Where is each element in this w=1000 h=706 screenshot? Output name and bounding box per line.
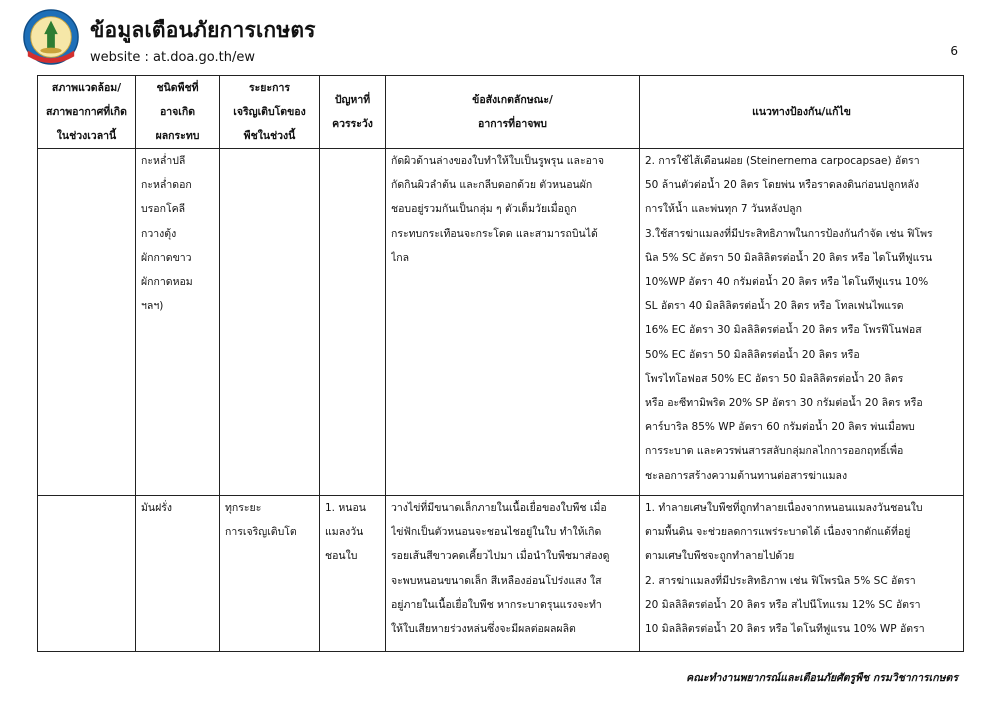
header-line: ปัญหาที่ bbox=[334, 94, 371, 106]
cell-line: 10%WP อัตรา 40 กรัมต่อน้ำ 20 ลิตร หรือ ไดโนทีฟูแรน 10% bbox=[645, 276, 929, 289]
header-line: สภาพแวดล้อม/ bbox=[51, 82, 122, 94]
cell-crops bbox=[136, 496, 220, 652]
header-line: อาจเกิด bbox=[159, 106, 196, 118]
table-row bbox=[38, 149, 964, 496]
cell-line: ฯลฯ) bbox=[141, 300, 164, 313]
header-crops bbox=[136, 76, 220, 149]
cell-line: หรือ อะซีทามิพริด 20% SP อัตรา 30 กรัมต่อน้ำ 20 ลิตร หรือ bbox=[645, 397, 923, 410]
cell-line: 1. ทำลายเศษใบพืชที่ถูกทำลายเนื่องจากหนอนแมลงวันชอนใบ bbox=[645, 502, 923, 514]
table-row bbox=[38, 496, 964, 652]
cell-line: รอยเส้นสีขาวคดเคี้ยวไปมา เมื่อนำใบพืชมาส่องดู bbox=[391, 550, 610, 563]
cell-line: ชะลอการสร้างความต้านทานต่อสารฆ่าแมลง bbox=[645, 469, 848, 482]
cell-line: 16% EC อัตรา 30 มิลลิลิตรต่อน้ำ 20 ลิตร หรือ โพรฟีโนฟอส bbox=[645, 324, 922, 337]
cell-line: การให้น้ำ และพ่นทุก 7 วันหลังปลูก bbox=[645, 203, 802, 216]
cell-line: นิล 5% SC อัตรา 50 มิลลิลิตรต่อน้ำ 20 ลิตร หรือ ไดโนทีฟูแรน bbox=[645, 251, 933, 264]
cell-line: บรอกโคลี bbox=[141, 203, 186, 216]
cell-line: 50 ล้านตัวต่อน้ำ 20 ลิตร โดยพ่น หรือราดลงดินก่อนปลูกหลัง bbox=[645, 179, 919, 192]
cell-line: 3.ใช้สารฆ่าแมลงที่มีประสิทธิภาพในการป้องกันกำจัด เช่น ฟิโพร bbox=[645, 227, 933, 240]
cell-line: ผักกาดหอม bbox=[141, 276, 193, 289]
cell-line: 2. สารฆ่าแมลงที่มีประสิทธิภาพ เช่น ฟิโพรนิล 5% SC อัตรา bbox=[645, 574, 916, 587]
cell-line: ทุกระยะ bbox=[225, 502, 262, 514]
cell-line: SL อัตรา 40 มิลลิลิตรต่อน้ำ 20 ลิตร หรือ โทลเฟนไพแรด bbox=[645, 300, 904, 313]
cell-symptoms bbox=[386, 149, 640, 496]
header-line: เจริญเติบโตของ bbox=[233, 106, 306, 118]
website-link[interactable]: website : at.doa.go.th/ew bbox=[90, 50, 255, 65]
cell-line: แมลงวัน bbox=[325, 526, 364, 539]
cell-environment bbox=[38, 496, 136, 652]
header-line: ชนิดพืชที่ bbox=[156, 82, 199, 94]
cell-prevention bbox=[640, 496, 964, 652]
cell-line: 2. การใช้ไส้เดือนฝอย (Steinernema carpocapsae) อัตรา bbox=[645, 155, 920, 167]
cell-line: ชอนใบ bbox=[325, 550, 358, 563]
cell-line: วางไข่ที่มีขนาดเล็กภายในเนื้อเยื่อของใบพืช เมื่อ bbox=[391, 502, 607, 514]
header-line: สภาพอากาศที่เกิด bbox=[46, 106, 127, 118]
header-line: แนวทางป้องกัน/แก้ไข bbox=[752, 106, 851, 118]
cell-line: มันฝรั่ง bbox=[141, 502, 173, 514]
cell-line: กัดกินผิวลำต้น และกลีบดอกด้วย ตัวหนอนผัก bbox=[391, 179, 593, 192]
cell-stage bbox=[220, 496, 320, 652]
header-line: อาการที่อาจพบ bbox=[478, 118, 547, 130]
cell-line: ไข่ฟักเป็นตัวหนอนจะชอนไชอยู่ในใบ ทำให้เกิด bbox=[391, 526, 602, 539]
cell-line: ตามพื้นดิน จะช่วยลดการแพร่ระบาดได้ เนื่องจากดักแด้ที่อยู่ bbox=[645, 526, 911, 539]
cell-line: ให้ใบเสียหายร่วงหล่นซึ่งจะมีผลต่อผลผลิต bbox=[391, 623, 576, 636]
cell-symptoms bbox=[386, 496, 640, 652]
cell-line: กวางตุ้ง bbox=[141, 227, 177, 240]
doa-logo bbox=[22, 8, 80, 66]
page-number: 6 bbox=[950, 44, 958, 58]
header-problem bbox=[320, 76, 386, 149]
cell-problem bbox=[320, 496, 386, 652]
cell-line: ผักกาดขาว bbox=[141, 251, 192, 264]
cell-line: อยู่ภายในเนื้อเยื่อใบพืช หากระบาดรุนแรงจะทำ bbox=[391, 598, 602, 611]
cell-crops bbox=[136, 149, 220, 496]
cell-line: ตามเศษใบพืชจะถูกทำลายไปด้วย bbox=[645, 550, 795, 563]
header-line: ในช่วงเวลานี้ bbox=[56, 130, 117, 142]
header-prevention bbox=[640, 76, 964, 149]
header-environment bbox=[38, 76, 136, 149]
header-line: ผลกระทบ bbox=[155, 130, 200, 142]
cell-line: กัดผิวด้านล่างของใบทำให้ใบเป็นรูพรุน และอาจ bbox=[391, 155, 604, 167]
cell-line: 50% EC อัตรา 50 มิลลิลิตรต่อน้ำ 20 ลิตร หรือ bbox=[645, 348, 860, 361]
cell-line: ไกล bbox=[391, 251, 410, 264]
header-line: ระยะการ bbox=[249, 82, 290, 94]
cell-line: กะหล่ำปลี bbox=[141, 155, 186, 167]
header-line: ควรระวัง bbox=[332, 118, 373, 130]
page-title: ข้อมูลเตือนภัยการเกษตร bbox=[90, 18, 316, 42]
cell-line: 10 มิลลิลิตรต่อน้ำ 20 ลิตร หรือ ไดโนทีฟูแรน 10% WP อัตรา bbox=[645, 623, 925, 636]
cell-line: การระบาด และควรพ่นสารสลับกลุ่มกลไกการออกฤทธิ์เพื่อ bbox=[645, 445, 904, 458]
header-line: พืชในช่วงนี้ bbox=[243, 130, 296, 142]
cell-line: ชอบอยู่รวมกันเป็นกลุ่ม ๆ ตัวเต็มวัยเมื่อถูก bbox=[391, 203, 577, 216]
cell-line: การเจริญเติบโต bbox=[225, 526, 297, 539]
warning-table bbox=[37, 75, 964, 652]
cell-line: 20 มิลลิลิตรต่อน้ำ 20 ลิตร หรือ สไปนีโทแรม 12% SC อัตรา bbox=[645, 598, 921, 611]
cell-problem bbox=[320, 149, 386, 496]
header-line: ข้อสังเกตลักษณะ/ bbox=[472, 94, 553, 106]
cell-line: กระทบกระเทือนจะกระโดด และสามารถบินได้ bbox=[391, 227, 598, 240]
cell-line: โพรไทโอฟอส 50% EC อัตรา 50 มิลลิลิตรต่อน้ำ 20 ลิตร bbox=[645, 372, 904, 385]
cell-environment bbox=[38, 149, 136, 496]
cell-line: กะหล่ำดอก bbox=[141, 179, 192, 192]
cell-prevention bbox=[640, 149, 964, 496]
header-symptoms bbox=[386, 76, 640, 149]
cell-line: 1. หนอน bbox=[325, 502, 366, 514]
cell-line: จะพบหนอนขนาดเล็ก สีเหลืองอ่อนโปร่งแสง ใส bbox=[391, 574, 602, 587]
table-header-row bbox=[38, 76, 964, 149]
cell-stage bbox=[220, 149, 320, 496]
header-growth-stage bbox=[220, 76, 320, 149]
footer-credit: คณะทำงานพยากรณ์และเตือนภัยศัตรูพืช กรมวิชาการเกษตร bbox=[686, 672, 958, 684]
cell-line: คาร์บาริล 85% WP อัตรา 60 กรัมต่อน้ำ 20 ลิตร พ่นเมื่อพบ bbox=[645, 421, 915, 434]
